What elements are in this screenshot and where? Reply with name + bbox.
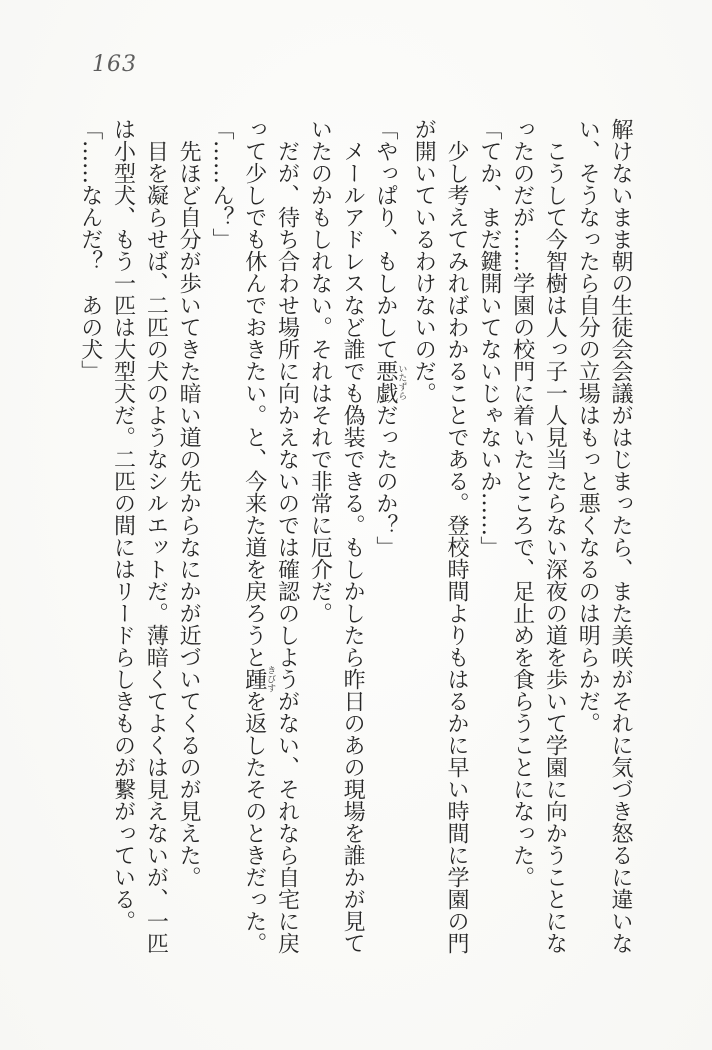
paragraph-text: だったのか？」 [372, 404, 398, 558]
paragraph-2 [505, 118, 571, 959]
page-number: 163 [92, 52, 137, 77]
paragraph-3-dialogue [472, 118, 505, 959]
paragraph-9 [171, 118, 204, 959]
paragraph-text: 先ほど自分が歩いてきた暗い道の先からなにかが近づいてくるのが見えた。 [176, 140, 202, 888]
paragraph-text: だが、待ち合わせ場所に向かえないのでは確認のしようがない、それなら自宅に戻って少しでも休んでおきたい。と、今来た道を戻ろうと [241, 118, 300, 954]
paragraph-8-dialogue [204, 118, 237, 959]
paragraph-text: 目を凝らせば、二匹の犬のようなシルエットだ。薄暗くてよくは見えないが、一匹は小型犬、もう一匹は大型犬だ。二匹の間にはリードらしきものが繋がっている。 [110, 118, 169, 954]
paragraph-11-dialogue [73, 118, 106, 959]
ruby-annotation [241, 665, 276, 693]
paragraph-text: 解けないまま朝の生徒会会議がはじまったら、また美咲がそれに気づき怒るに違いない、そうなったら自分の立場はもっと悪くなるのは明らかだ。 [575, 118, 633, 954]
paragraph-text: こうして今智樹は人っ子一人見当たらない深夜の道を歩いて学園に向かうことになったのだが……学園の校門に着いたところで、足止めを食らうことになった。 [509, 118, 568, 954]
ruby-text: いたずら [396, 360, 407, 404]
ruby-annotation [372, 360, 407, 404]
ruby-base: 悪戯 [372, 360, 398, 404]
paragraph-5-dialogue [368, 118, 406, 959]
paragraph-text: 「……なんだ？ あの犬」 [77, 118, 103, 382]
paragraph-6 [303, 118, 369, 959]
ruby-text: きびす [265, 665, 276, 693]
paragraph-4 [406, 118, 472, 959]
paragraph-7 [237, 118, 303, 959]
paragraph-text: 少し考えてみればわかることである。登校時間よりもはるかに早い時間に学園の門が開いているわけないのだ。 [411, 118, 470, 954]
paragraph-text: メールアドレスなど誰でも偽装できる。もしかしたら昨日のあの現場を誰かが見ていたのかもしれない。それはそれで非常に厄介だ。 [307, 118, 366, 954]
ruby-base: 踵 [241, 665, 267, 693]
paragraph-text: 「てか、まだ鍵開いてないじゃないか……」 [476, 118, 502, 558]
text-area [76, 118, 636, 959]
paragraph-text: 「やっぱり、もしかして [372, 118, 398, 360]
paragraph-text: 「……ん？」 [208, 118, 234, 250]
paragraph-text: を返したそのときだった。 [241, 690, 267, 954]
paragraph-1 [570, 118, 636, 959]
paragraph-10 [106, 118, 172, 959]
